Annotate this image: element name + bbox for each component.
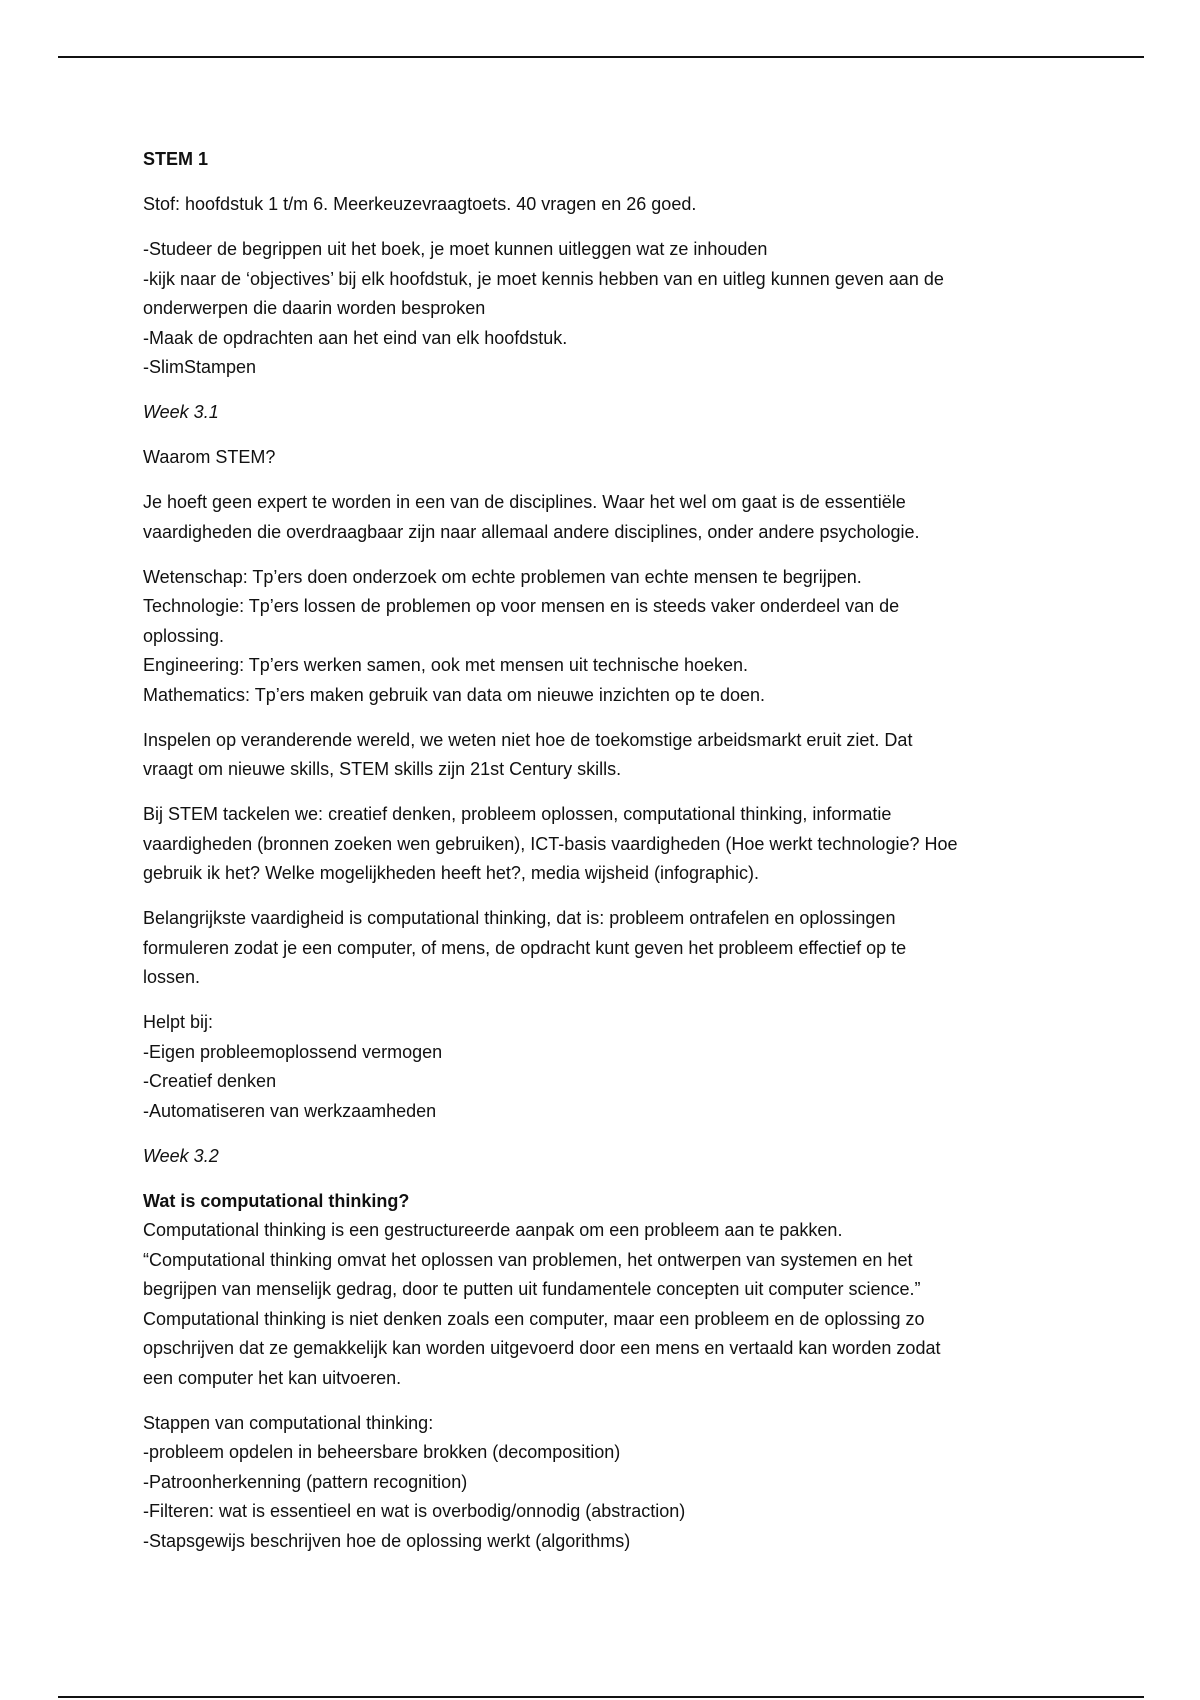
paragraph-line: Technologie: Tp’ers lossen de problemen op voor mensen en is steeds vaker onderdeel van de: [143, 596, 900, 616]
paragraph-line: Computational thinking is niet denken zoals een computer, maar een probleem en de oplossing zo: [143, 1308, 925, 1329]
week-3-1-heading: Week 3.1: [143, 402, 219, 422]
paragraph-line: Wetenschap: Tp’ers doen onderzoek om echte problemen van echte mensen te begrijpen.: [143, 566, 862, 587]
paragraph-line: Engineering: Tp’ers werken samen, ook met mensen uit technische hoeken.: [143, 655, 749, 675]
inspelen-paragraph: [143, 726, 1088, 785]
document-body: [143, 145, 1088, 1572]
stappen-list: [143, 1409, 1088, 1557]
expert-paragraph: [143, 488, 1088, 547]
paragraph-line: gebruik ik het? Welke mogelijkheden heeft het?, media wijsheid (infographic).: [143, 863, 760, 883]
paragraph-line: “Computational thinking omvat het oplossen van problemen, het ontwerpen van systemen en het: [143, 1249, 913, 1270]
week-3-2-heading: Week 3.2: [143, 1145, 219, 1166]
paragraph-line: Je hoeft geen expert te worden in een van de disciplines. Waar het wel om gaat is de essentiële: [143, 492, 906, 512]
paragraph-line: vraagt om nieuwe skills, STEM skills zijn 21st Century skills.: [143, 759, 622, 779]
paragraph-line: Bij STEM tackelen we: creatief denken, probleem oplossen, computational thinking, informatie: [143, 804, 892, 824]
paragraph-line: begrijpen van menselijk gedrag, door te putten uit fundamentele concepten uit computer science.”: [143, 1279, 921, 1299]
study-tip-line: -kijk naar de ‘objectives’ bij elk hoofdstuk, je moet kennis hebben van en uitleg kunnen geven aan de: [143, 268, 944, 289]
paragraph-line: Mathematics: Tp’ers maken gebruik van data om nieuwe inzichten op te doen.: [143, 684, 766, 705]
stof-paragraph: Stof: hoofdstuk 1 t/m 6. Meerkeuzevraagtoets. 40 vragen en 26 goed.: [143, 194, 697, 214]
top-rule: [58, 56, 1144, 58]
belangrijkste-paragraph: [143, 904, 1088, 993]
list-item: Helpt bij:: [143, 1012, 214, 1032]
study-tip-line: -Studeer de begrippen uit het boek, je moet kunnen uitleggen wat ze inhouden: [143, 239, 768, 259]
list-item: -Patroonherkenning (pattern recognition): [143, 1471, 468, 1492]
paragraph-line: Inspelen op veranderende wereld, we weten niet hoe de toekomstige arbeidsmarkt eruit ziet. Dat: [143, 729, 913, 750]
tackelen-paragraph: [143, 800, 1088, 889]
section-heading: Wat is computational thinking?: [143, 1190, 410, 1211]
document-title: STEM 1: [143, 149, 209, 169]
list-item: -Filteren: wat is essentieel en wat is overbodig/onnodig (abstraction): [143, 1501, 686, 1521]
paragraph-line: lossen.: [143, 967, 201, 987]
paragraph-line: Belangrijkste vaardigheid is computational thinking, dat is: probleem ontrafelen en oplossingen: [143, 908, 896, 928]
list-item: -Stapsgewijs beschrijven hoe de oplossing werkt (algorithms): [143, 1530, 631, 1551]
study-tip-line: -Maak de opdrachten aan het eind van elk hoofdstuk.: [143, 327, 568, 348]
study-tip-line: -SlimStampen: [143, 357, 257, 377]
list-item: -probleem opdelen in beheersbare brokken (decomposition): [143, 1442, 621, 1462]
list-item: -Eigen probleemoplossend vermogen: [143, 1041, 443, 1062]
list-item: -Creatief denken: [143, 1071, 277, 1091]
paragraph-line: Computational thinking is een gestructureerde aanpak om een probleem aan te pakken.: [143, 1220, 843, 1240]
disciplines-paragraph: [143, 563, 1088, 711]
paragraph-line: een computer het kan uitvoeren.: [143, 1367, 402, 1388]
list-item: Stappen van computational thinking:: [143, 1412, 434, 1433]
paragraph-line: vaardigheden die overdraagbaar zijn naar allemaal andere disciplines, onder andere psychologie.: [143, 521, 920, 542]
paragraph-line: oplossing.: [143, 625, 225, 646]
paragraph-line: opschrijven dat ze gemakkelijk kan worden uitgevoerd door een mens en vertaald kan worden zodat: [143, 1338, 941, 1358]
waarom-stem-heading: Waarom STEM?: [143, 447, 276, 467]
paragraph-line: formuleren zodat je een computer, of mens, de opdracht kunt geven het probleem effectief op te: [143, 937, 907, 958]
paragraph-line: vaardigheden (bronnen zoeken wen gebruiken), ICT-basis vaardigheden (Hoe werkt technologie? Hoe: [143, 833, 958, 854]
computational-thinking-section: [143, 1187, 1088, 1394]
bottom-rule: [58, 1696, 1144, 1698]
study-tips: [143, 235, 1088, 383]
list-item: -Automatiseren van werkzaamheden: [143, 1100, 437, 1121]
study-tip-line: onderwerpen die daarin worden besproken: [143, 298, 486, 318]
helpt-bij-list: [143, 1008, 1088, 1126]
